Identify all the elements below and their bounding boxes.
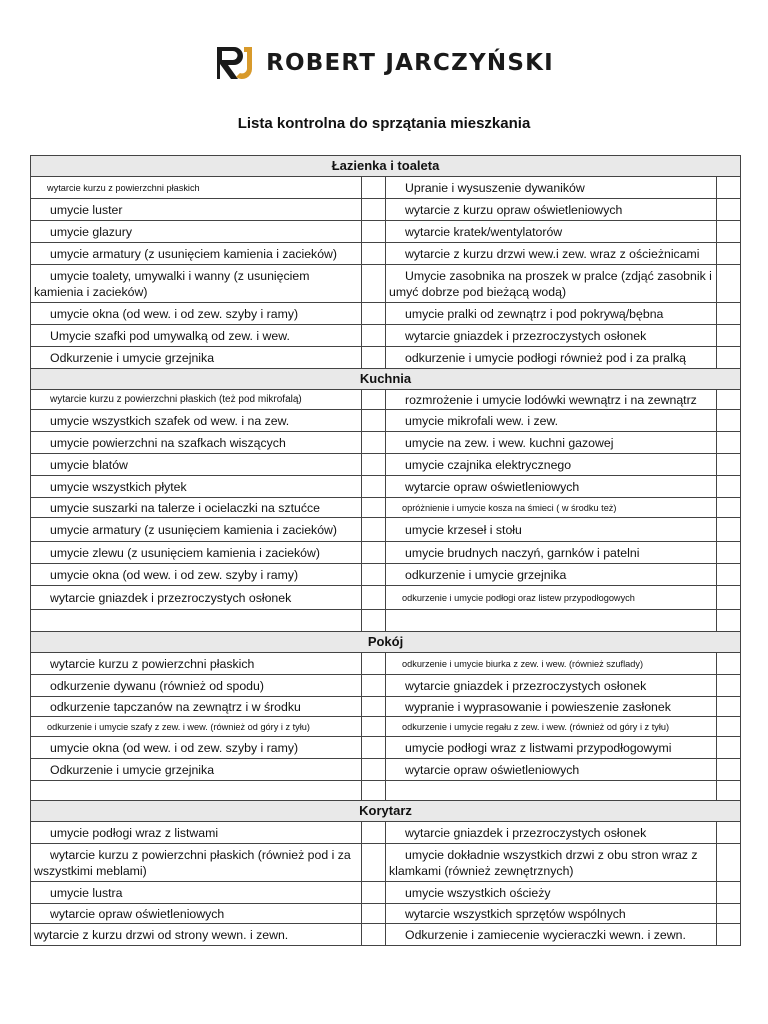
checklist-row [31,221,741,243]
task-text: wytarcie wszystkich sprzętów wspólnych [386,904,717,924]
task-text: Odkurzenie i zamiecenie wycieraczki wewn. i zewn. [386,924,717,946]
task-checkbox[interactable] [717,904,741,924]
task-checkbox[interactable] [362,303,386,325]
task-checkbox[interactable] [717,243,741,265]
checklist-row [31,199,741,221]
task-checkbox[interactable] [362,542,386,564]
task-text: odkurzenie i umycie regału z zew. i wew. (również od góry i z tyłu) [386,717,717,737]
task-text: umycie okna (od wew. i od zew. szyby i ramy) [31,564,362,586]
task-checkbox[interactable] [717,822,741,844]
checklist-row [31,737,741,759]
task-text: odkurzenie i umycie szafy z zew. i wew. (również od góry i z tyłu) [31,717,362,737]
task-text [386,781,717,801]
checklist-row [31,882,741,904]
task-text: Umycie zasobnika na proszek w pralce (zdjąć zasobnik i umyć dobrze pod bieżącą wodą) [386,265,717,303]
task-text: umycie armatury (z usunięciem kamienia i zacieków) [31,518,362,542]
task-text [31,610,362,632]
section-title: Kuchnia [31,369,741,390]
task-checkbox[interactable] [717,303,741,325]
task-text: umycie czajnika elektrycznego [386,454,717,476]
task-checkbox[interactable] [362,822,386,844]
task-checkbox[interactable] [717,610,741,632]
task-text: umycie okna (od wew. i od zew. szyby i ramy) [31,303,362,325]
task-text: odkurzenie tapczanów na zewnątrz i w środku [31,697,362,717]
brand-name: ROBERT JARCZYŃSKI [266,50,554,76]
task-text: umycie armatury (z usunięciem kamienia i zacieków) [31,243,362,265]
checklist-row [31,265,741,303]
checklist-row [31,432,741,454]
task-checkbox[interactable] [717,675,741,697]
section-header [31,369,741,390]
checklist-row [31,390,741,410]
task-text [386,610,717,632]
task-checkbox[interactable] [362,177,386,199]
task-checkbox[interactable] [717,844,741,882]
task-text: wytarcie z kurzu drzwi wew.i zew. wraz z ościeżnicami [386,243,717,265]
section-title: Łazienka i toaleta [31,156,741,177]
checklist-row [31,697,741,717]
checklist-row [31,303,741,325]
task-checkbox[interactable] [717,454,741,476]
task-text: umycie luster [31,199,362,221]
task-text: umycie lustra [31,882,362,904]
task-text: wytarcie kurzu z powierzchni płaskich [31,177,362,199]
task-checkbox[interactable] [362,924,386,946]
checklist-row [31,542,741,564]
checklist-row [31,822,741,844]
section-header [31,156,741,177]
task-checkbox[interactable] [717,518,741,542]
task-checkbox[interactable] [362,564,386,586]
task-text: umycie zlewu (z usunięciem kamienia i zacieków) [31,542,362,564]
section-header [31,801,741,822]
task-checkbox[interactable] [362,759,386,781]
section-header [31,632,741,653]
checklist-row [31,759,741,781]
rj-logo-icon [214,43,256,83]
task-text: wytarcie z kurzu drzwi od strony wewn. i zewn. [31,924,362,946]
checklist-row [31,325,741,347]
task-checkbox[interactable] [717,542,741,564]
task-checkbox[interactable] [362,390,386,410]
task-checkbox[interactable] [362,882,386,904]
task-checkbox[interactable] [362,498,386,518]
checklist-row [31,410,741,432]
task-text: odkurzenie i umycie podłogi oraz listew przypodłogowych [386,586,717,610]
task-text: umycie blatów [31,454,362,476]
task-checkbox[interactable] [362,675,386,697]
checklist-row [31,518,741,542]
checklist-row [31,177,741,199]
task-checkbox[interactable] [717,737,741,759]
task-text: umycie suszarki na talerze i ocielaczki na sztućce [31,498,362,518]
task-text: umycie powierzchni na szafkach wiszących [31,432,362,454]
task-checkbox[interactable] [717,221,741,243]
task-checkbox[interactable] [362,518,386,542]
task-text: wytarcie gniazdek i przezroczystych osłonek [386,325,717,347]
task-text: umycie okna (od wew. i od zew. szyby i ramy) [31,737,362,759]
task-text: wytarcie gniazdek i przezroczystych osłonek [386,675,717,697]
task-text: umycie na zew. i wew. kuchni gazowej [386,432,717,454]
task-text [31,781,362,801]
task-checkbox[interactable] [717,586,741,610]
task-text: umycie mikrofali wew. i zew. [386,410,717,432]
task-checkbox[interactable] [717,432,741,454]
task-text: umycie podłogi wraz z listwami przypodłogowymi [386,737,717,759]
task-text: wytarcie opraw oświetleniowych [31,904,362,924]
task-checkbox[interactable] [362,697,386,717]
task-text: wytarcie opraw oświetleniowych [386,476,717,498]
task-text: wytarcie z kurzu opraw oświetleniowych [386,199,717,221]
task-checkbox[interactable] [362,844,386,882]
checklist-row [31,844,741,882]
task-text: Odkurzenie i umycie grzejnika [31,347,362,369]
checklist-row [31,564,741,586]
task-checkbox[interactable] [362,737,386,759]
task-checkbox[interactable] [717,325,741,347]
task-text: odkurzenie i umycie biurka z zew. i wew. (również szuflady) [386,653,717,675]
header [0,38,768,88]
task-text: umycie dokładnie wszystkich drzwi z obu stron wraz z klamkami (również zewnętrznych) [386,844,717,882]
task-text: odkurzenie dywanu (również od spodu) [31,675,362,697]
task-checkbox[interactable] [362,432,386,454]
document-title: Lista kontrolna do sprzątania mieszkania [237,115,531,132]
checklist-row [31,498,741,518]
task-checkbox[interactable] [362,476,386,498]
task-text: umycie toalety, umywalki i wanny (z usunięciem kamienia i zacieków) [31,265,362,303]
task-checkbox[interactable] [362,221,386,243]
task-checkbox[interactable] [362,904,386,924]
task-checkbox[interactable] [717,882,741,904]
task-checkbox[interactable] [362,243,386,265]
task-text: umycie podłogi wraz z listwami [31,822,362,844]
task-text: Upranie i wysuszenie dywaników [386,177,717,199]
task-text: Odkurzenie i umycie grzejnika [31,759,362,781]
checklist-row [31,924,741,946]
task-checkbox[interactable] [362,653,386,675]
task-text: umycie pralki od zewnątrz i pod pokrywą/bębna [386,303,717,325]
task-checkbox[interactable] [362,781,386,801]
task-checkbox[interactable] [362,410,386,432]
task-checkbox[interactable] [717,199,741,221]
task-text: umycie krzeseł i stołu [386,518,717,542]
task-text: wytarcie kratek/wentylatorów [386,221,717,243]
checklist-row [31,675,741,697]
section-title: Pokój [31,632,741,653]
task-checkbox[interactable] [362,265,386,303]
task-checkbox[interactable] [717,924,741,946]
task-checkbox[interactable] [717,265,741,303]
task-text: wytarcie kurzu z powierzchni płaskich (również pod i za wszystkimi meblami) [31,844,362,882]
task-text: wytarcie opraw oświetleniowych [386,759,717,781]
task-checkbox[interactable] [717,410,741,432]
task-checkbox[interactable] [717,653,741,675]
task-checkbox[interactable] [717,476,741,498]
task-checkbox[interactable] [717,498,741,518]
task-text: wypranie i wyprasowanie i powieszenie zasłonek [386,697,717,717]
checklist-table [30,155,741,946]
task-text: wytarcie gniazdek i przezroczystych osłonek [386,822,717,844]
task-text: wytarcie kurzu z powierzchni płaskich (też pod mikrofalą) [31,390,362,410]
task-checkbox[interactable] [717,781,741,801]
task-text: umycie brudnych naczyń, garnków i patelni [386,542,717,564]
task-checkbox[interactable] [362,610,386,632]
task-checkbox[interactable] [717,390,741,410]
checklist-row [31,610,741,632]
task-checkbox[interactable] [362,347,386,369]
task-text: odkurzenie i umycie podłogi również pod i za pralką [386,347,717,369]
section-title: Korytarz [31,801,741,822]
task-text: umycie glazury [31,221,362,243]
task-checkbox[interactable] [362,454,386,476]
task-checkbox[interactable] [362,199,386,221]
task-checkbox[interactable] [362,325,386,347]
checklist-row [31,586,741,610]
checklist-row [31,653,741,675]
task-text: umycie wszystkich szafek od wew. i na zew. [31,410,362,432]
checklist-row [31,347,741,369]
task-checkbox[interactable] [717,759,741,781]
task-text: wytarcie gniazdek i przezroczystych osłonek [31,586,362,610]
task-text: umycie wszystkich ościeży [386,882,717,904]
task-text: rozmrożenie i umycie lodówki wewnątrz i na zewnątrz [386,390,717,410]
task-checkbox[interactable] [362,586,386,610]
task-text: umycie wszystkich płytek [31,476,362,498]
task-text: Umycie szafki pod umywalką od zew. i wew. [31,325,362,347]
checklist-row [31,243,741,265]
task-checkbox[interactable] [717,697,741,717]
checklist-row [31,781,741,801]
task-checkbox[interactable] [362,717,386,737]
task-checkbox[interactable] [717,347,741,369]
checklist-row [31,454,741,476]
task-text: odkurzenie i umycie grzejnika [386,564,717,586]
task-checkbox[interactable] [717,564,741,586]
checklist-row [31,904,741,924]
task-checkbox[interactable] [717,717,741,737]
task-text: wytarcie kurzu z powierzchni płaskich [31,653,362,675]
checklist-row [31,476,741,498]
task-checkbox[interactable] [717,177,741,199]
checklist-row [31,717,741,737]
task-text: opróżnienie i umycie kosza na śmieci ( w środku też) [386,498,717,518]
